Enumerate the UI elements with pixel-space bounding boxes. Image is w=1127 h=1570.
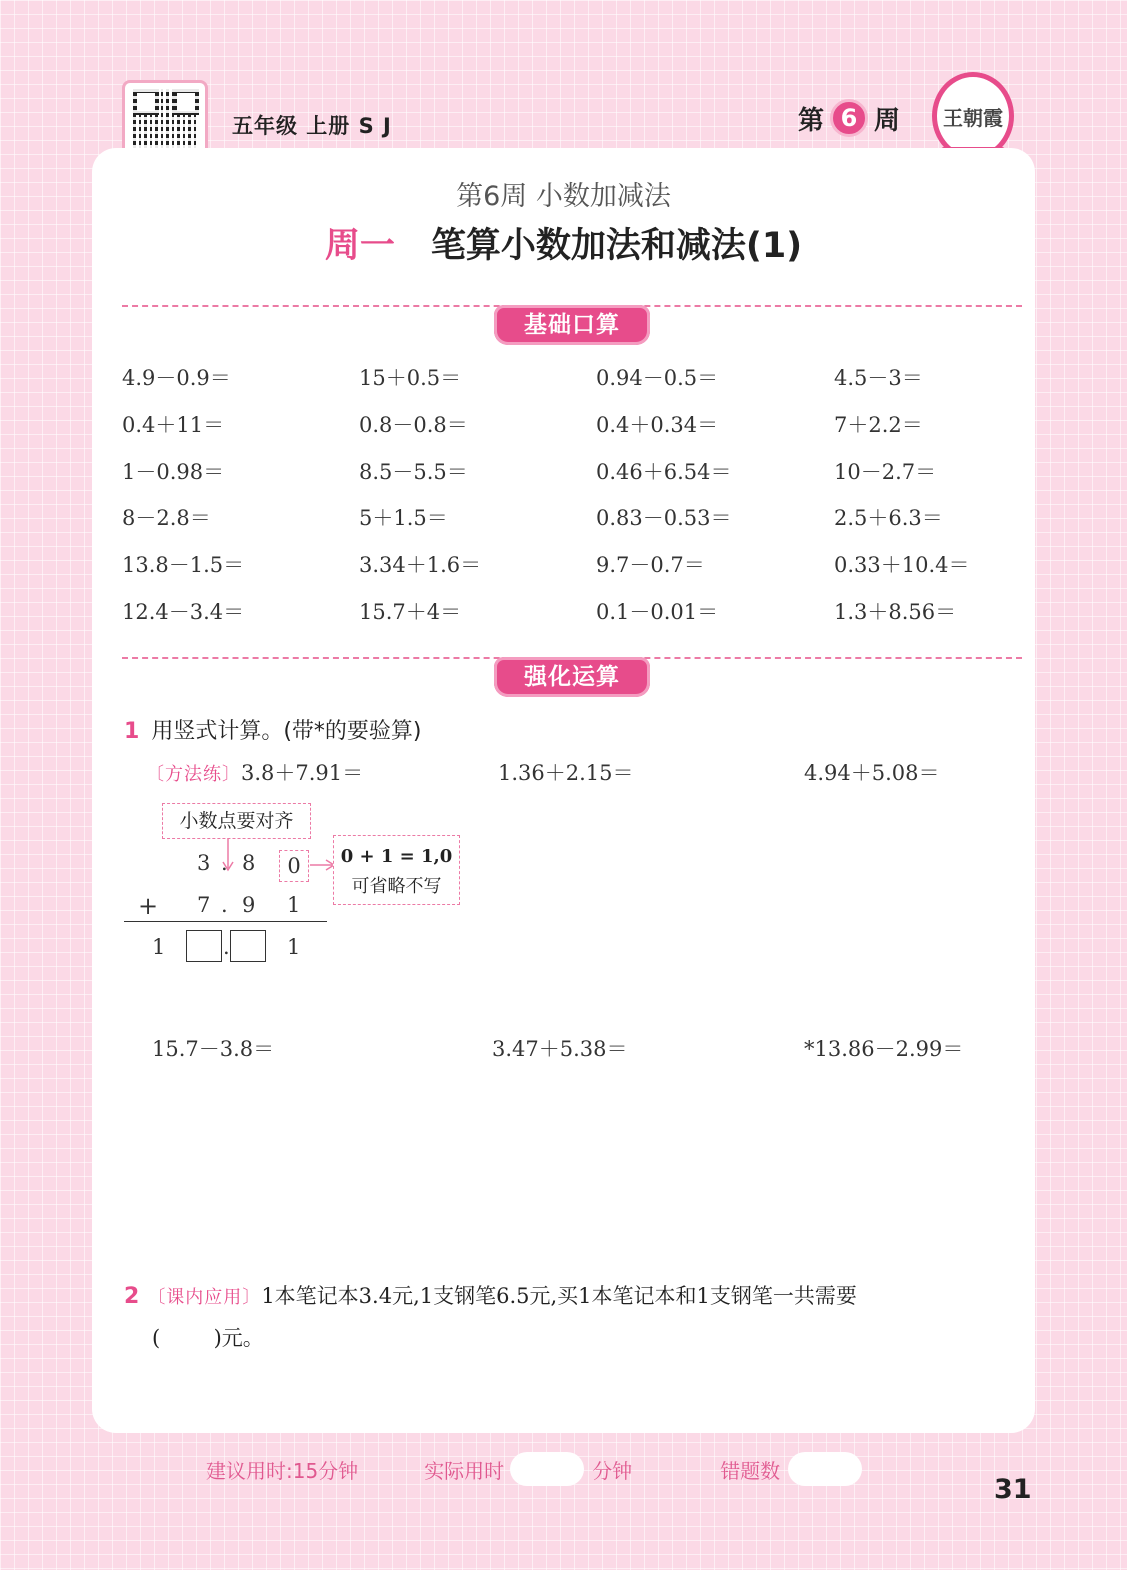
digit: 7	[197, 893, 211, 917]
oral-problem: 9.7－0.7＝	[596, 553, 705, 578]
oral-problem: 12.4－3.4＝	[122, 599, 245, 624]
note-align-decimal: 小数点要对齐	[162, 803, 311, 839]
qr-code-pattern	[133, 89, 199, 155]
week-suffix: 周	[874, 105, 901, 136]
oral-problem: 0.46＋6.54＝	[596, 459, 732, 484]
week-number-alarm-icon: 6	[830, 99, 868, 137]
result-digit: 1	[152, 935, 166, 959]
result-decimal-point: .	[223, 935, 230, 959]
note-zero-line1: 0 + 1 = 1,0	[340, 846, 453, 867]
oral-problem: 8.5－5.5＝	[359, 459, 468, 484]
method-tag: 〔方法练〕	[146, 764, 241, 785]
vertical-problem: 4.94＋5.08＝	[804, 761, 940, 785]
week-badge	[798, 98, 900, 138]
decimal-point: .	[221, 851, 228, 875]
oral-problem: 13.8－1.5＝	[122, 553, 245, 578]
minutes-label: 分钟	[592, 1458, 633, 1483]
oral-problem: 4.9－0.9＝	[122, 366, 231, 390]
timing-footer	[206, 1452, 862, 1486]
vertical-problem: 3.47＋5.38＝	[492, 1037, 628, 1061]
oral-problem: 15＋0.5＝	[359, 366, 462, 390]
digit: 1	[287, 893, 301, 917]
actual-time-input[interactable]	[510, 1452, 584, 1486]
title-text: 笔算小数加法和减法(1)	[430, 226, 803, 266]
oral-problem: 1.3＋8.56＝	[834, 599, 957, 624]
answer-blank-box[interactable]	[230, 930, 266, 962]
brand-logo-text: 王朝霞	[943, 105, 1003, 130]
oral-problem: 0.4＋0.34＝	[596, 412, 719, 437]
oral-problem: 3.34＋1.6＝	[359, 553, 482, 578]
oral-problem: 8－2.8＝	[122, 506, 211, 531]
plus-sign: +	[138, 892, 159, 920]
digit: 8	[242, 851, 256, 875]
oral-problem: 7＋2.2＝	[834, 412, 923, 437]
method-practice-problem	[146, 757, 363, 787]
oral-problem: 0.4＋11＝	[122, 412, 225, 437]
week-prefix: 第	[798, 105, 825, 136]
question-2-answer-blank[interactable]: ( )元。	[152, 1326, 264, 1350]
oral-problem: 5＋1.5＝	[359, 506, 448, 531]
suggested-time: 建议用时:15分钟	[206, 1458, 359, 1483]
section-tab-basic: 基础口算	[494, 305, 650, 345]
oral-problem: 0.83－0.53＝	[596, 506, 732, 531]
sum-line	[124, 921, 327, 922]
oral-problem: 15.7＋4＝	[359, 599, 462, 624]
title-day: 周一	[324, 226, 395, 266]
note-zero-omit	[333, 835, 460, 905]
question-number: 1	[124, 719, 140, 744]
vertical-problem: 15.7－3.8＝	[152, 1037, 275, 1061]
question-2	[124, 1276, 1024, 1358]
oral-problem-grid	[122, 362, 1042, 643]
page-number: 31	[994, 1474, 1032, 1505]
page-subtitle: 第6周 小数加减法	[456, 181, 671, 212]
digit: 3	[197, 851, 211, 875]
question-1-heading	[124, 714, 421, 745]
question-number: 2	[124, 1284, 140, 1309]
oral-problem: 0.33＋10.4＝	[834, 553, 970, 578]
oral-problem: 0.1－0.01＝	[596, 599, 719, 624]
vertical-problem: 3.8＋7.91＝	[241, 761, 364, 785]
page-title	[0, 218, 1127, 268]
wrong-count-label: 错题数	[720, 1458, 781, 1483]
question-1-instruction: 用竖式计算。(带*的要验算)	[151, 719, 422, 744]
section-tab-strengthen: 强化运算	[494, 657, 650, 697]
brand-logo	[932, 72, 1014, 160]
answer-blank-box[interactable]	[186, 930, 222, 962]
oral-problem: 4.5－3＝	[834, 366, 923, 390]
vertical-problem: 1.36＋2.15＝	[498, 761, 634, 785]
note-zero-line2: 可省略不写	[351, 876, 442, 897]
question-2-text: 1本笔记本3.4元,1支钢笔6.5元,买1本笔记本和1支钢笔一共需要	[261, 1284, 857, 1308]
oral-problem: 10－2.7＝	[834, 459, 937, 484]
application-tag: 〔课内应用〕	[147, 1287, 262, 1308]
oral-problem: 0.8－0.8＝	[359, 412, 468, 437]
result-digit: 1	[287, 935, 301, 959]
decimal-point: .	[221, 893, 228, 917]
wrong-count-input[interactable]	[788, 1452, 862, 1486]
digit-zero-box: 0	[279, 850, 309, 882]
oral-problem: 1－0.98＝	[122, 459, 225, 484]
oral-problem: 0.94－0.5＝	[596, 366, 719, 390]
vertical-problem-check: *13.86－2.99＝	[804, 1037, 964, 1061]
grade-label: 五年级 上册 S J	[232, 114, 392, 138]
actual-time-label: 实际用时	[424, 1458, 505, 1483]
oral-problem: 2.5＋6.3＝	[834, 506, 943, 531]
digit: 9	[242, 893, 256, 917]
